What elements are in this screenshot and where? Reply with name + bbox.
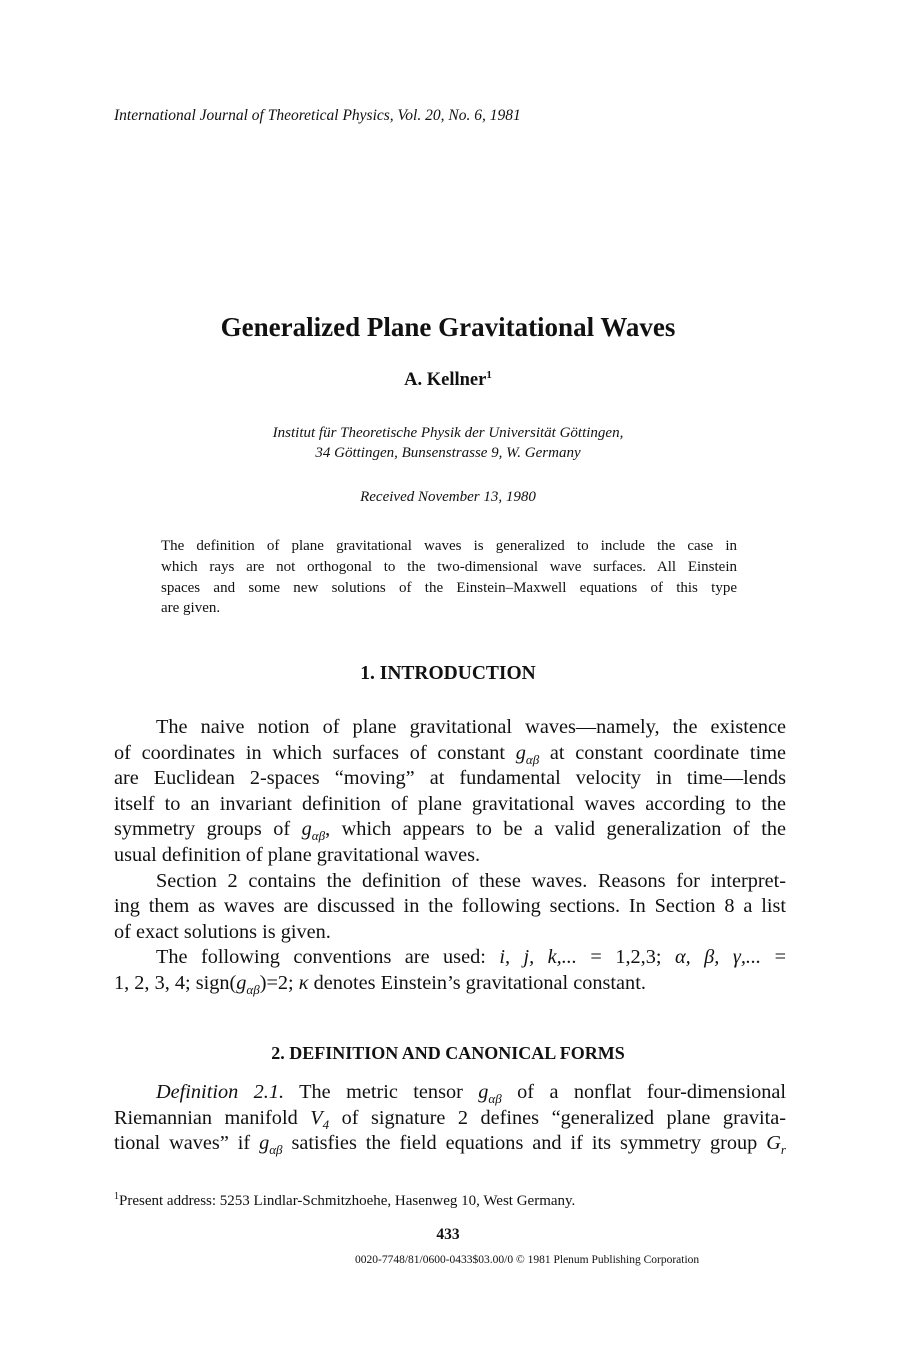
metric-symbol: g [259, 1132, 270, 1155]
affiliation-line: Institut für Theoretische Physik der Universität Göttingen, [272, 425, 624, 441]
body-line: itself to an invariant definition of plane gravitational waves according to the [114, 792, 786, 815]
section-heading-introduction: 1. INTRODUCTION [360, 663, 536, 684]
body-line: of coordinates in which surfaces of constant $g_{\alpha\beta}$ at constant coordinate time [114, 741, 786, 767]
affiliation [0, 423, 896, 463]
author-name: A. Kellner [404, 370, 487, 391]
body-line: ing them as waves are discussed in the following sections. In Section 8 a list [114, 895, 786, 918]
abstract [161, 536, 737, 619]
body-line: Section 2 contains the definition of these waves. Reasons for interpret- [156, 869, 786, 892]
journal-header: International Journal of Theoretical Physics, Vol. 20, No. 6, 1981 [114, 107, 521, 124]
body-line: symmetry groups of $g_{\alpha\beta}$, which appears to be a valid generalization of the [114, 818, 786, 844]
body-line: tional waves” if $g_{\alpha\beta}$ satisfies the field equations and if its symmetry group $G_r$ [114, 1132, 786, 1158]
abstract-line: The definition of plane gravitational waves is generalized to include the case in [161, 538, 737, 554]
definition-body [114, 1080, 786, 1157]
paper-title: Generalized Plane Gravitational Waves [220, 312, 676, 342]
abstract-line: which rays are not orthogonal to the two-dimensional wave surfaces. All Einstein [161, 558, 737, 575]
body-line: The naive notion of plane gravitational waves—namely, the existence [156, 716, 786, 738]
body-line: Definition 2.1. The metric tensor $g_{\alpha\beta}$ of a nonflat four-dimensional [156, 1081, 787, 1106]
section-heading-definition: 2. DEFINITION AND CANONICAL FORMS [271, 1043, 625, 1063]
received-date: Received November 13, 1980 [360, 489, 536, 505]
body-line: Riemannian manifold $V_4$ of signature 2 defines “generalized plane gravita- [114, 1106, 786, 1132]
introduction-body [114, 715, 786, 997]
author-footnote-mark: 1 [486, 369, 492, 381]
abstract-line: are given. [161, 600, 221, 617]
body-line: usual definition of plane gravitational waves. [114, 843, 481, 866]
footnote [114, 1191, 575, 1210]
footnote-text: Present address: 5253 Lindlar-Schmitzhoehe, Hasenweg 10, West Germany. [119, 1193, 576, 1209]
metric-symbol: g [236, 971, 247, 994]
body-line: The following conventions are used: i, j, k,... = 1,2,3; α, β, γ,... = [156, 946, 787, 969]
footnote-mark: 1 [114, 1191, 119, 1202]
body-line: are Euclidean 2-spaces “moving” at fundamental velocity in time—lends [114, 767, 786, 790]
body-line: 1, 2, 3, 4; $sign(g_{\alpha\beta})=2$; κ denotes Einstein’s gravitational constant. [114, 971, 646, 997]
metric-symbol: g [478, 1081, 489, 1103]
copyright-line: 0020-7748/81/0600-0433$03.00/0 © 1981 Plenum Publishing Corporation [355, 1254, 700, 1266]
affiliation-line: 34 Göttingen, Bunsenstrasse 9, W. Germany [315, 445, 581, 461]
body-line: of exact solutions is given. [114, 920, 331, 943]
author [0, 369, 896, 391]
page-number: 433 [436, 1226, 460, 1243]
metric-symbol: g [515, 741, 526, 764]
metric-symbol: g [301, 818, 312, 841]
abstract-line: spaces and some new solutions of the Einstein–Maxwell equations of this type [161, 579, 737, 596]
